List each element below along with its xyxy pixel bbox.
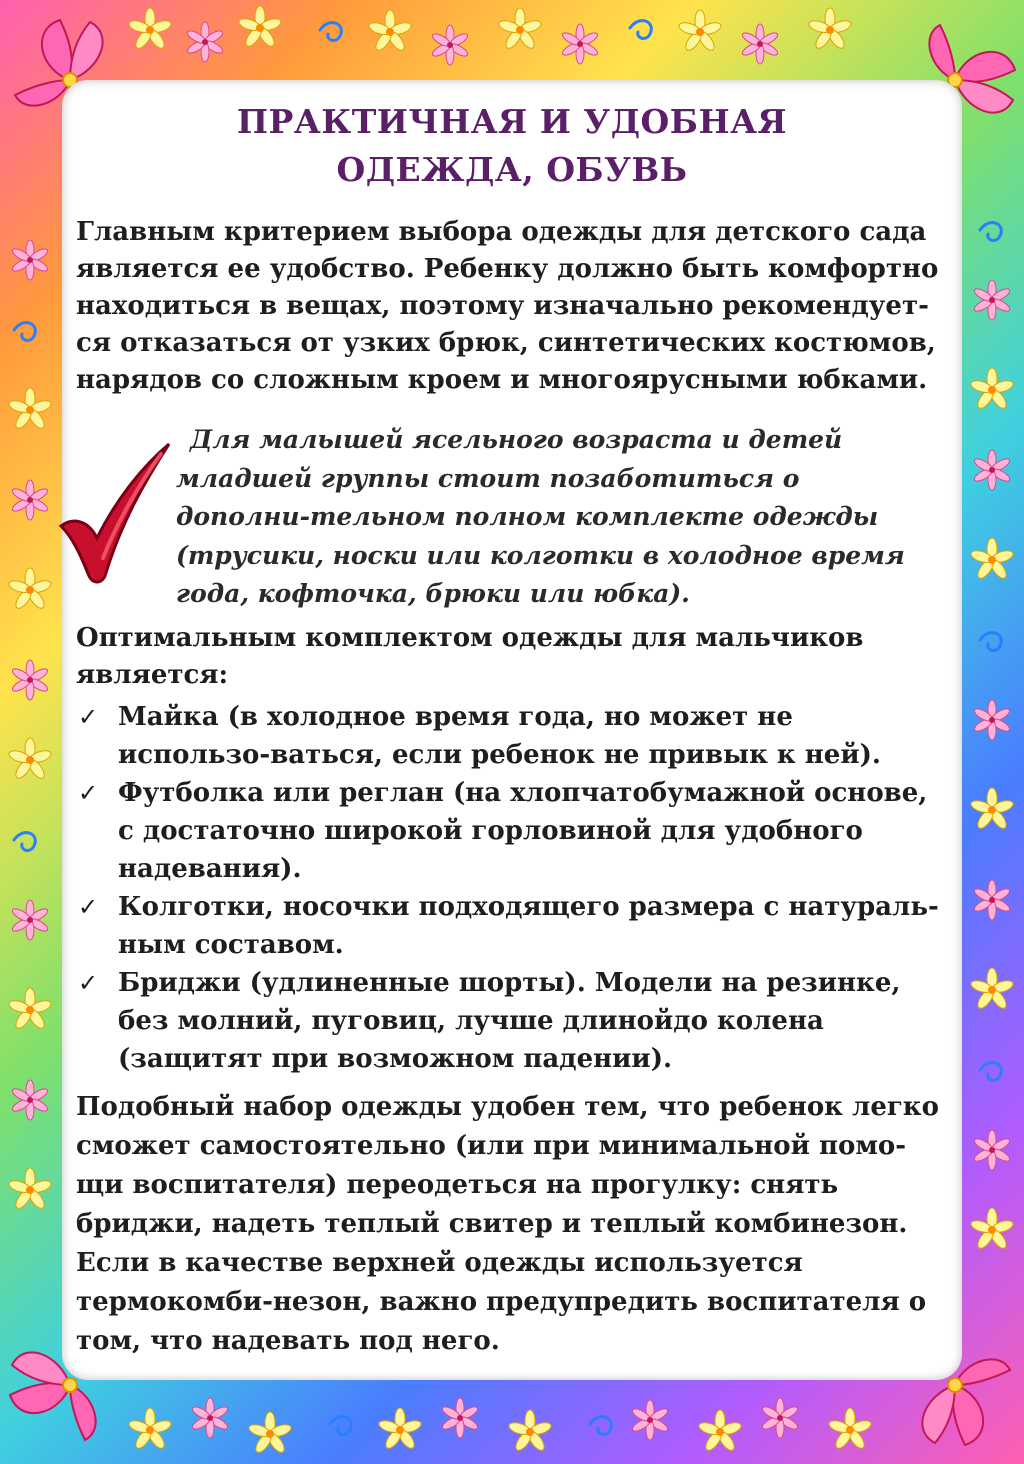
text-line: без молний, пуговиц, лучше длинойдо колена xyxy=(118,1006,824,1036)
title-line: ПРАКТИЧНАЯ И УДОБНАЯ xyxy=(236,102,788,141)
checkmark-icon: ✓ xyxy=(78,969,99,997)
list-item xyxy=(76,698,966,774)
title-line: ОДЕЖДА, ОБУВЬ xyxy=(336,150,688,189)
text-line: Подобный набор одежды удобен тем, что ребенок легко xyxy=(76,1092,939,1122)
text-line: младшей группы стоит позаботиться о xyxy=(176,463,800,493)
text-line: надевания). xyxy=(118,854,302,884)
toddlers-note xyxy=(176,421,966,614)
text-line: является: xyxy=(76,660,229,690)
text-line: Если в качестве верхней одежды используется xyxy=(76,1248,803,1278)
list-item xyxy=(76,774,966,888)
text-line: бриджи, надеть теплый свитер и теплый комбинезон. xyxy=(76,1209,908,1239)
text-line: Футболка или реглан (на хлопчатобумажной основе, xyxy=(118,778,928,808)
text-line: Главным критерием выбора одежды для детского сада xyxy=(76,217,927,247)
text-line: Для малышей ясельного возраста и детей xyxy=(190,425,843,454)
text-line: находиться в вещах, поэтому изначально рекомендует- xyxy=(76,291,929,321)
text-line: Майка (в холодное время года, но может не xyxy=(118,702,793,732)
list-item xyxy=(76,964,966,1078)
text-line: ным составом. xyxy=(118,930,344,960)
text-line: термокомби-незон, важно предупредить воспитателя о xyxy=(76,1287,927,1317)
checkmark-icon: ✓ xyxy=(78,703,99,731)
list-item xyxy=(76,888,966,964)
clothing-list xyxy=(76,698,966,1078)
text-line: с достаточно широкой горловиной для удобного xyxy=(118,816,863,846)
boys-intro xyxy=(76,620,966,694)
page-title xyxy=(62,98,962,194)
red-checkmark-icon xyxy=(55,438,175,588)
text-line: использо-ваться, если ребенок не привык к ней). xyxy=(118,740,881,770)
text-line: ся отказаться от узких брюк, синтетических костюмов, xyxy=(76,328,936,358)
intro-paragraph xyxy=(76,214,966,399)
text-line: Колготки, носочки подходящего размера с натураль- xyxy=(118,892,939,922)
checkmark-icon: ✓ xyxy=(78,893,99,921)
text-line: является ее удобство. Ребенку должно быть комфортно xyxy=(76,254,939,284)
text-line: сможет самостоятельно (или при минимальной помо- xyxy=(76,1131,907,1161)
text-line: щи воспитателя) переодеться на прогулку: снять xyxy=(76,1170,839,1200)
checkmark-icon: ✓ xyxy=(78,779,99,807)
text-line: том, что надевать под него. xyxy=(76,1326,500,1356)
text-line: Оптимальным комплектом одежды для мальчиков xyxy=(76,623,864,653)
text-line: нарядов со сложным кроем и многоярусными юбками. xyxy=(76,365,928,395)
closing-paragraph xyxy=(76,1088,966,1361)
text-line: дополни-тельном полном комплекте одежды xyxy=(176,502,879,531)
text-line: (трусики, носки или колготки в холодное время xyxy=(176,540,905,570)
text-line: Бриджи (удлиненные шорты). Модели на резинке, xyxy=(118,968,901,998)
text-line: (защитят при возможном падении). xyxy=(118,1044,673,1074)
text-line: года, кофточка, брюки или юбка). xyxy=(176,579,690,608)
